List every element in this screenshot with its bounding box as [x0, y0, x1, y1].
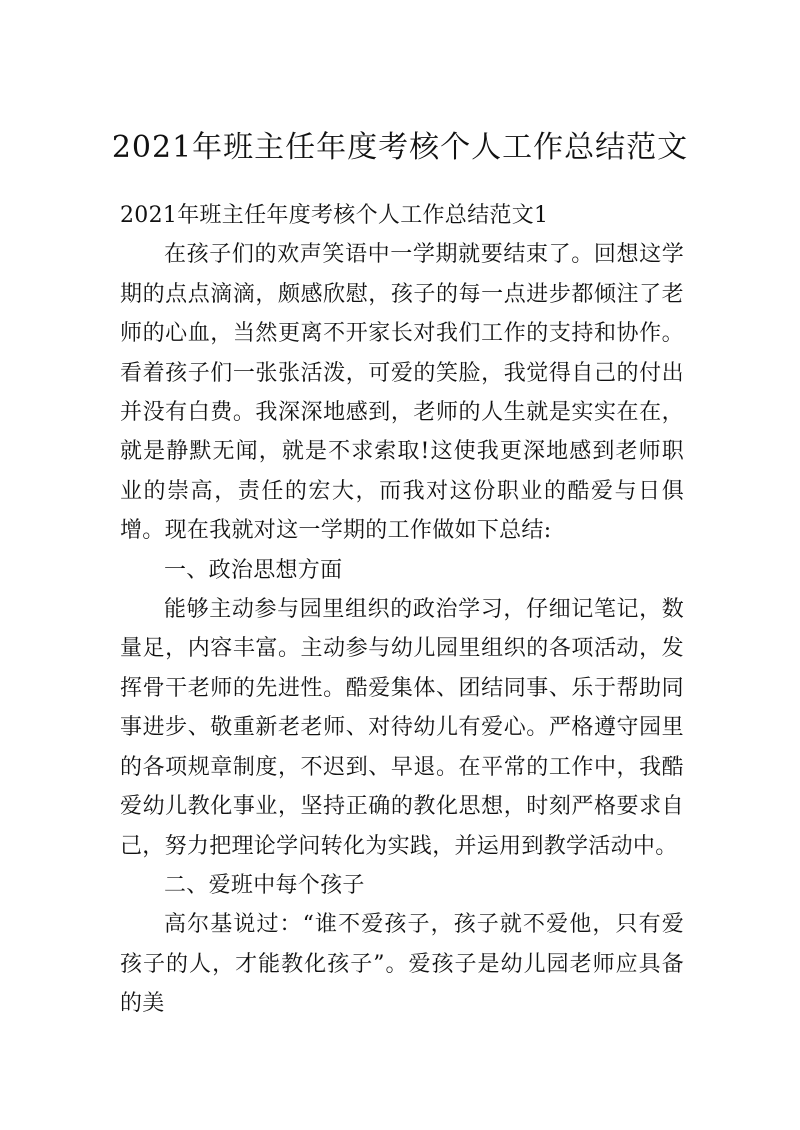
document-body: [120, 196, 684, 1024]
section-heading-political: 一、政治思想方面: [164, 557, 343, 583]
section-heading-love-children: 二、爱班中每个孩子: [164, 872, 365, 898]
paragraph-intro: 在孩子们的欢声笑语中一学期就要结束了。回想这学期的点点滴滴，颇感欣慰，孩子的每一点进步都倾注了老师的心血，当然更离不开家长对我们工作的支持和协作。看着孩子们一张张活泼，可爱的笑脸，我觉得自己的付出并没有白费。我深深地感到，老师的人生就是实实在在，就是静默无闻，就是不求索取!这使我更深地感到老师职业的崇高，责任的宏大，而我对这份职业的酷爱与日俱增。现在我就对这一学期的工作做如下总结:: [120, 242, 684, 544]
document-title: 2021年班主任年度考核个人工作总结范文: [111, 130, 689, 165]
document-subtitle: 2021年班主任年度考核个人工作总结范文1: [120, 203, 549, 228]
paragraph-political: 能够主动参与园里组织的政治学习，仔细记笔记，数量足，内容丰富。主动参与幼儿园里组织的各项活动，发挥骨干老师的先进性。酷爱集体、团结同事、乐于帮助同事进步、敬重新老老师、对待幼儿有爱心。严格遵守园里的各项规章制度，不迟到、早退。在平常的工作中，我酷爱幼儿教化事业，坚持正确的教化思想，时刻严格要求自己，努力把理论学问转化为实践，并运用到教学活动中。: [120, 597, 684, 859]
paragraph-love-children: 高尔基说过：“谁不爱孩子，孩子就不爱他，只有爱孩子的人，才能教化孩子”。爱孩子是幼儿园老师应具备的美: [120, 912, 684, 1017]
